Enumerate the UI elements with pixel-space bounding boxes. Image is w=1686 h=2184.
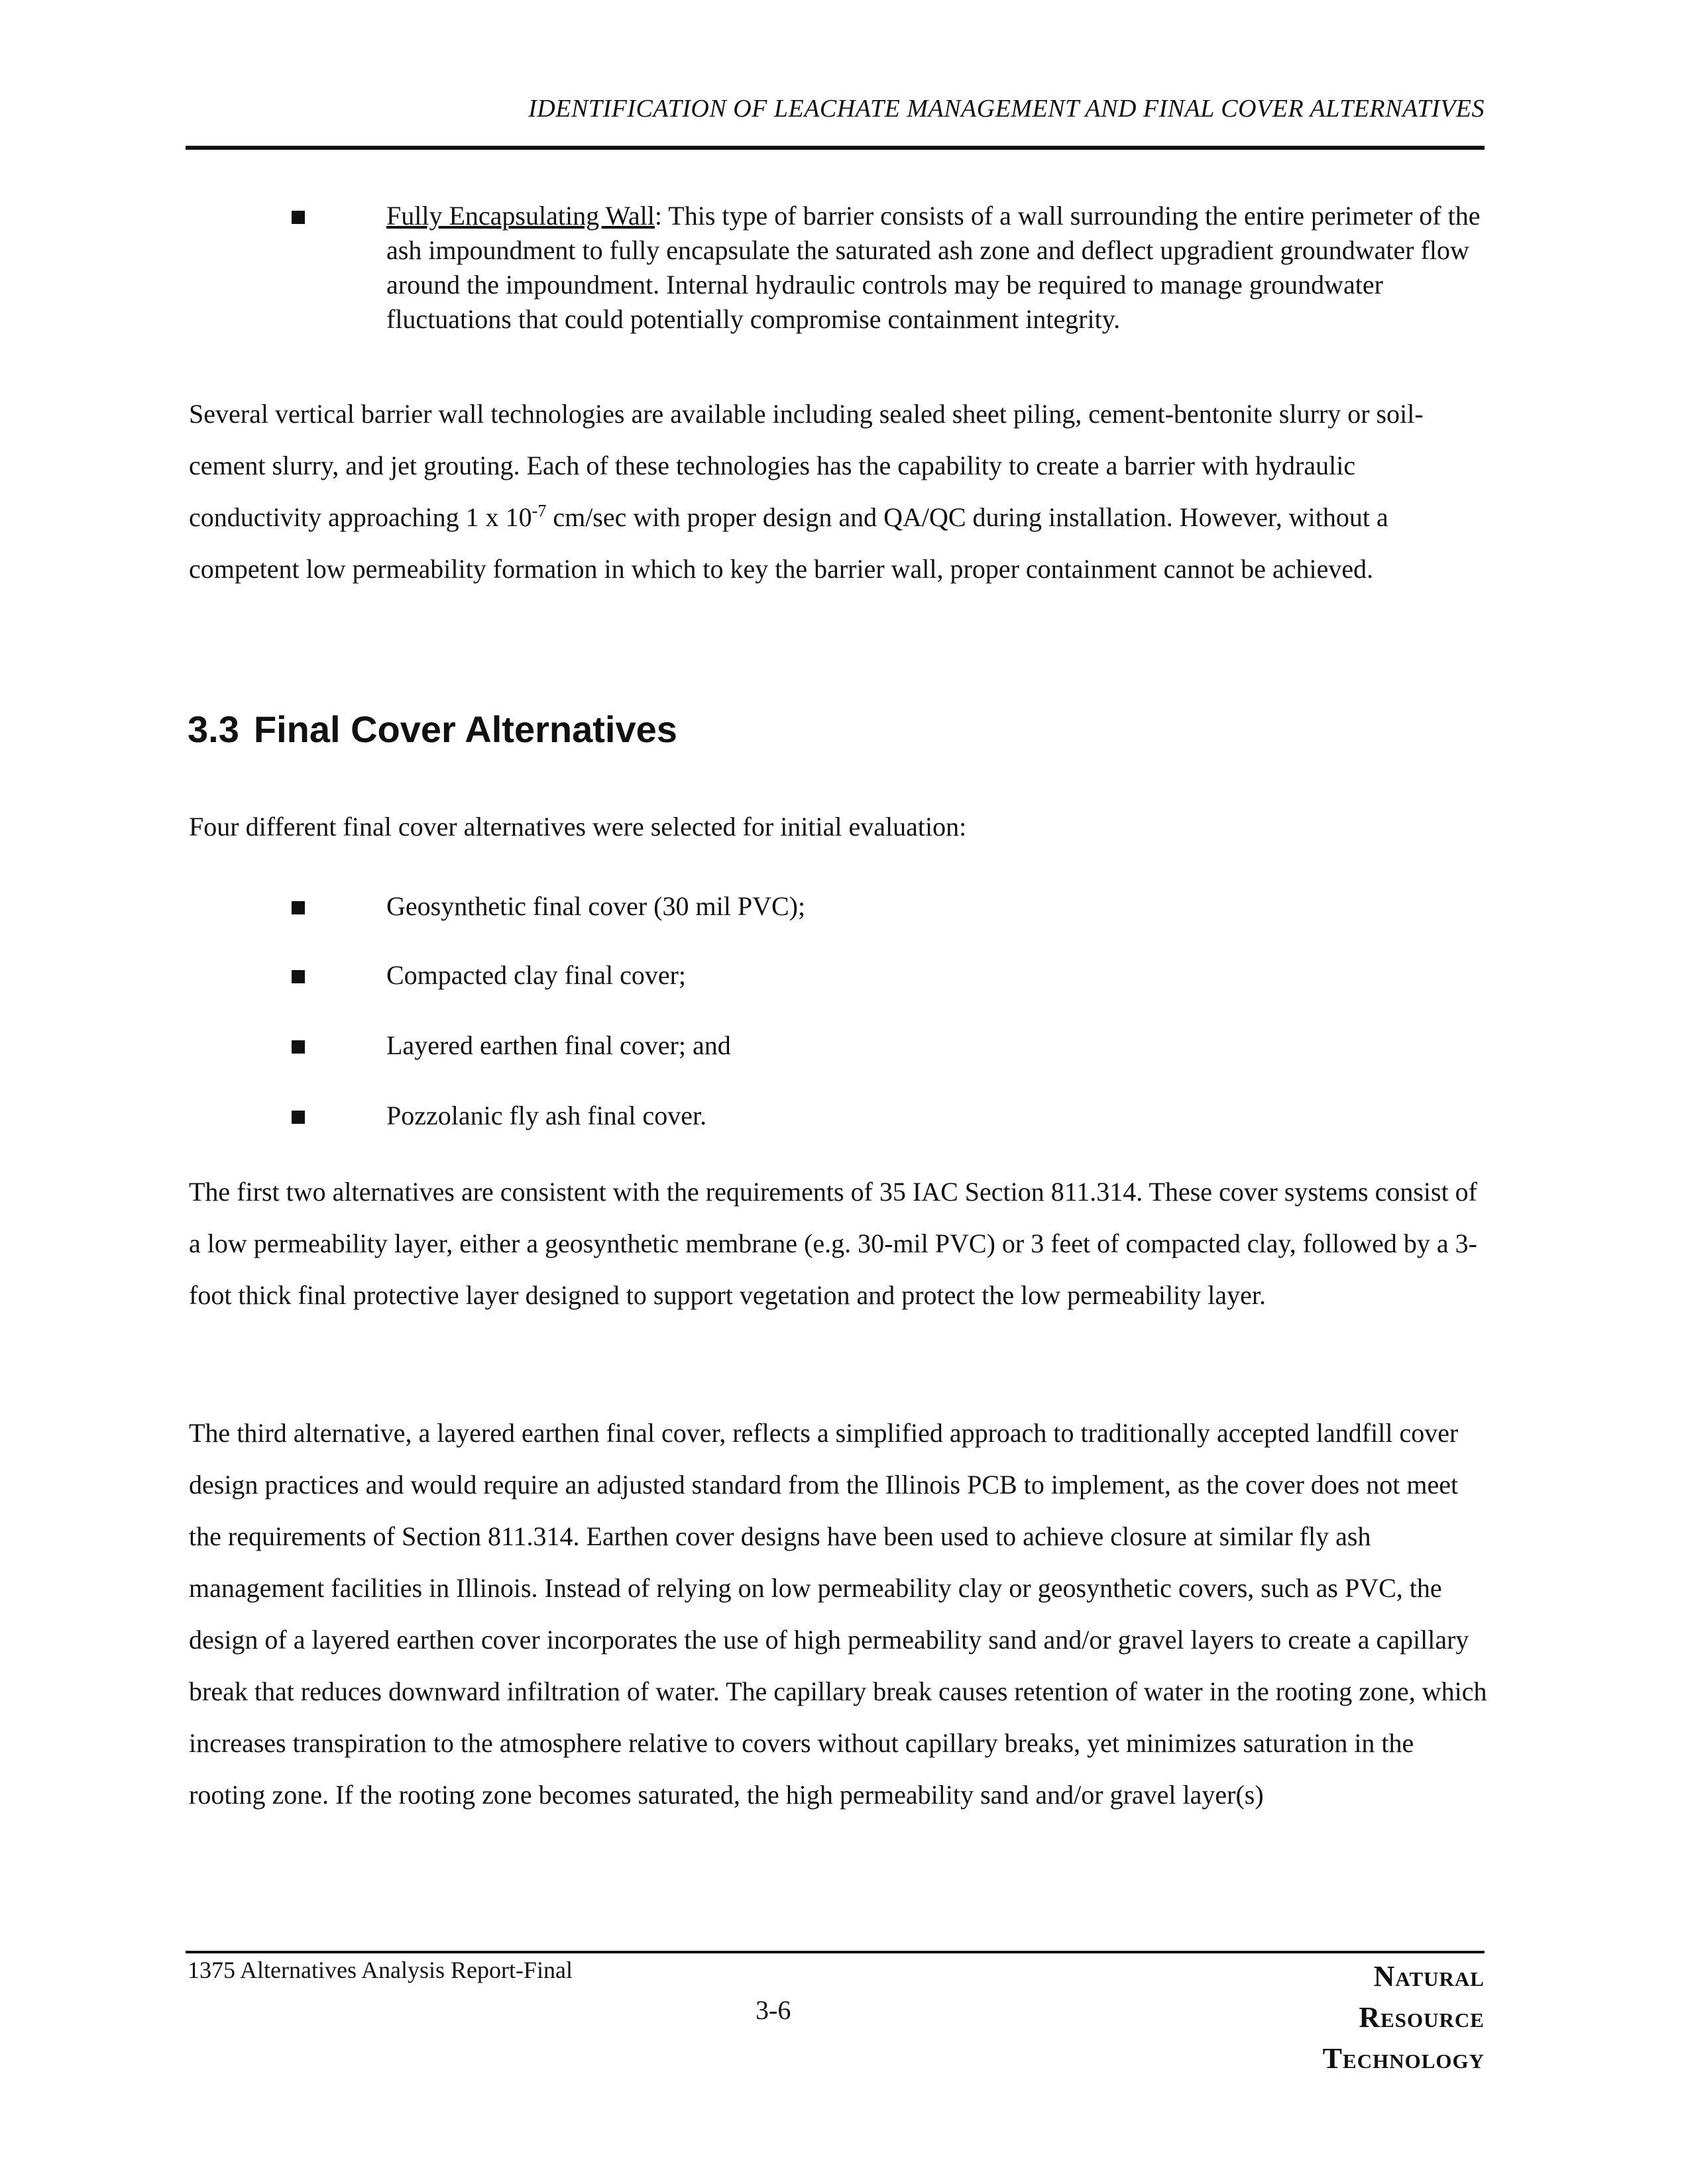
bullet-term: Fully Encapsulating Wall <box>386 201 655 231</box>
logo-line: Resource <box>1359 2001 1485 2034</box>
list-item <box>186 887 1487 926</box>
logo-line: Natural <box>1373 1960 1485 1993</box>
exponent: -7 <box>532 501 547 521</box>
square-bullet-icon <box>292 970 305 983</box>
section-number: 3.3 <box>188 708 239 750</box>
square-bullet-icon <box>292 901 305 914</box>
square-bullet-icon <box>292 1040 305 1054</box>
square-bullet-icon <box>292 1111 305 1124</box>
list-item <box>186 1026 1487 1065</box>
company-logo <box>1323 1956 1485 2079</box>
section-title: Final Cover Alternatives <box>253 708 677 750</box>
list-item-text: Layered earthen final cover; and <box>386 1030 731 1060</box>
list-item <box>186 956 1487 995</box>
header-rule <box>186 146 1485 150</box>
bullet-fully-encapsulating-wall <box>186 199 1487 337</box>
square-bullet-icon <box>292 211 305 224</box>
list-item-text: Geosynthetic final cover (30 mil PVC); <box>386 891 806 921</box>
page-number: 3-6 <box>756 1995 791 2025</box>
footer-rule <box>186 1951 1485 1953</box>
bullet-text <box>386 199 1487 337</box>
running-header: IDENTIFICATION OF LEACHATE MANAGEMENT AND FINAL COVER ALTERNATIVES <box>528 95 1485 123</box>
intro-paragraph: Four different final cover alternatives were selected for initial evaluation: <box>189 812 967 842</box>
section-heading <box>188 708 677 751</box>
list-item-text: Pozzolanic fly ash final cover. <box>386 1101 707 1130</box>
bullet-description: : This type of barrier consists of a wall surrounding the entire perimeter of the ash impoundment to fully encapsulate the saturated ash zone and deflect upgradient groundwater flow around the impoundment. Internal hydraulic controls may be required to manage groundwater fluctuations that could potentially compromise containment integrity. <box>386 201 1481 334</box>
paragraph-text-before: Several vertical barrier wall technologies are available including sealed sheet piling, cement-bentonite slurry or soil-cement slurry, and jet grouting. Each of these technologies has the capability to create a barrier with hydraulic conductivity approaching 1 x 10 <box>189 399 1424 532</box>
barrier-technologies-paragraph <box>189 388 1487 595</box>
logo-line: Technology <box>1322 2042 1485 2075</box>
list-item <box>186 1096 1487 1136</box>
list-item-text: Compacted clay final cover; <box>386 960 687 990</box>
third-alternative-paragraph: The third alternative, a layered earthen final cover, reflects a simplified approach to traditionally accepted landfill cover design practices and would require an adjusted standard from the Illinois PCB to implement, as the cover does not meet the requirements of Section 811.314. Earthen cover designs have been used to achieve closure at similar fly ash management facilities in Illinois. Instead of relying on low permeability clay or geosynthetic covers, such as PVC, the design of a layered earthen cover incorporates the use of high permeability sand and/or gravel layers to create a capillary break that reduces downward infiltration of water. The capillary break causes retention of water in the rooting zone, which increases transpiration to the atmosphere relative to covers without capillary breaks, yet minimizes saturation in the rooting zone. If the rooting zone becomes saturated, the high permeability sand and/or gravel layer(s) <box>189 1418 1487 1810</box>
paragraph-text-after: cm/sec with proper design and QA/QC during installation. However, without a competent low permeability formation in which to key the barrier wall, proper containment cannot be achieved. <box>189 502 1388 584</box>
first-two-alternatives-paragraph: The first two alternatives are consistent with the requirements of 35 IAC Section 811.314. These cover systems consist of a low permeability layer, either a geosynthetic membrane (e.g. 30-mil PVC) or 3 feet of compacted clay, followed by a 3-foot thick final protective layer designed to support vegetation and protect the low permeability layer. <box>189 1177 1478 1310</box>
footer-report-title: 1375 Alternatives Analysis Report-Final <box>188 1957 573 1983</box>
